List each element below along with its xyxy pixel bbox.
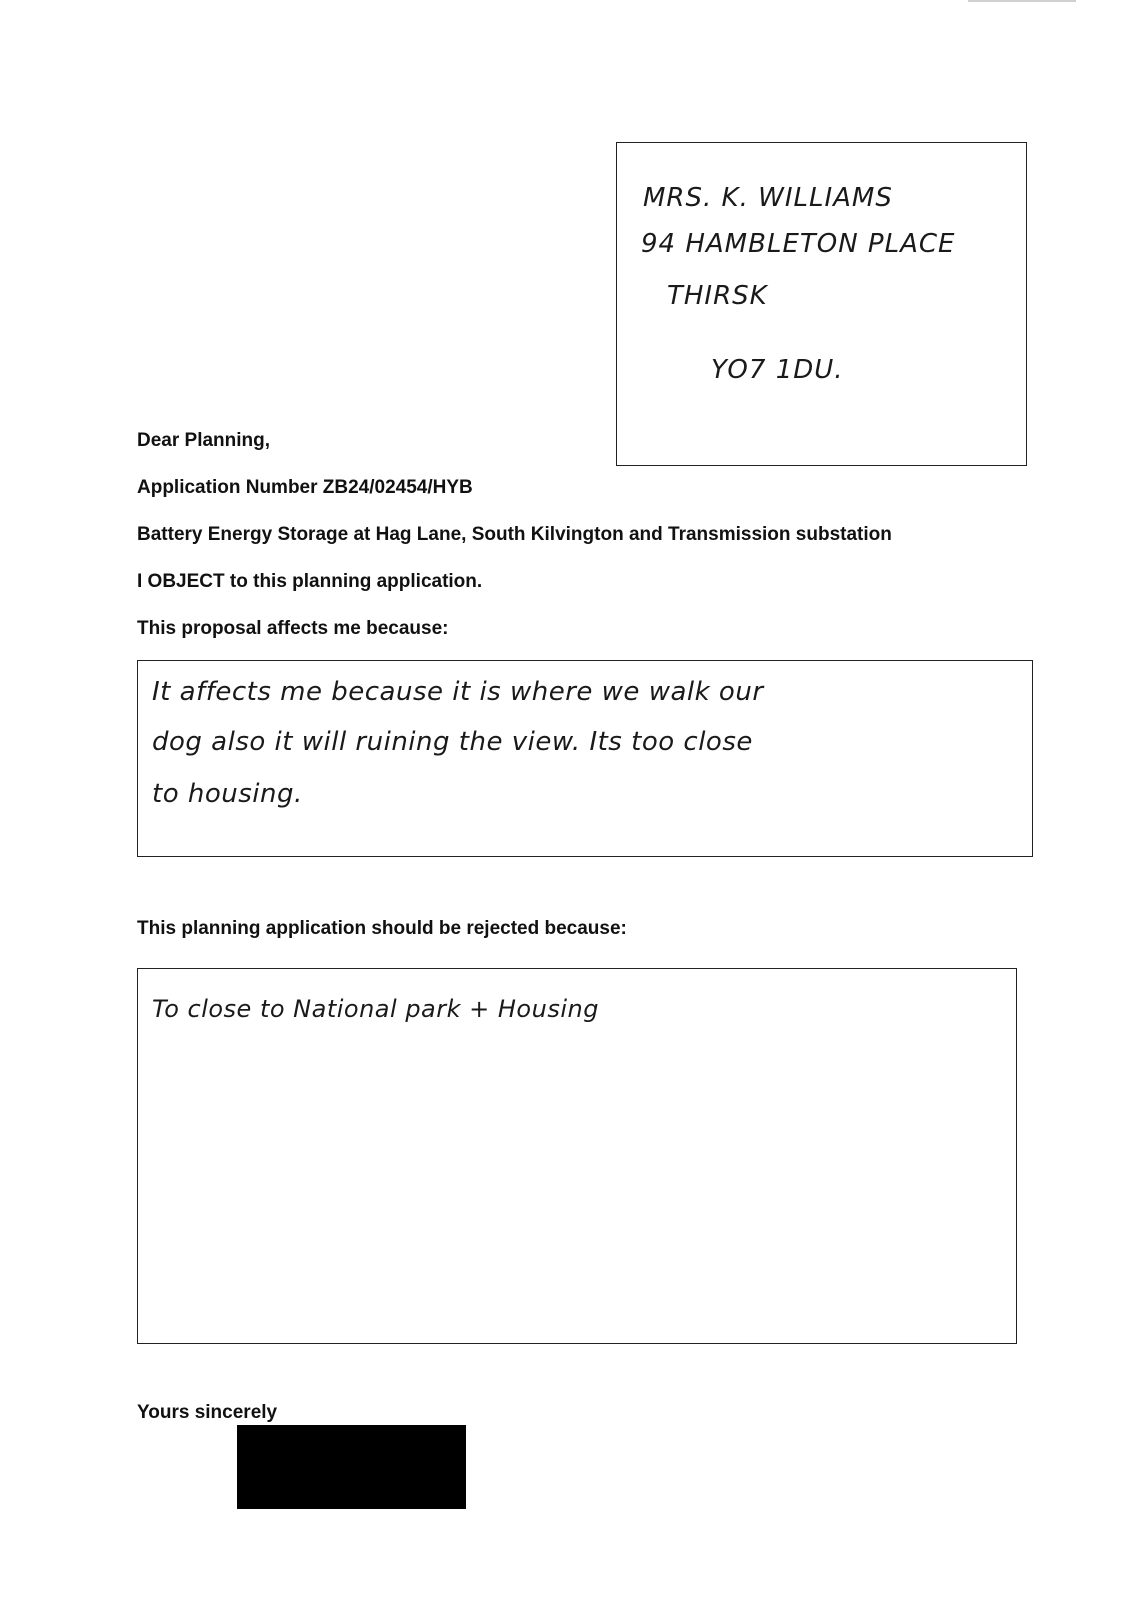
address-box xyxy=(616,142,1027,466)
rejected-heading: This planning application should be rejected because: xyxy=(137,918,627,939)
application-number: Application Number ZB24/02454/HYB xyxy=(137,477,473,498)
application-subject: Battery Energy Storage at Hag Lane, South Kilvington and Transmission substation xyxy=(137,524,892,545)
salutation: Dear Planning, xyxy=(137,430,271,451)
rejected-response-box xyxy=(137,968,1017,1344)
address-line-postcode: YO7 1DU. xyxy=(711,355,844,385)
objection-statement: I OBJECT to this planning application. xyxy=(137,571,483,592)
address-line-street: 94 HAMBLETON PLACE xyxy=(641,229,956,259)
affects-response-line: dog also it will ruining the view. Its too close xyxy=(152,727,753,757)
affects-response-line: to housing. xyxy=(152,779,303,809)
closing: Yours sincerely xyxy=(137,1402,278,1423)
page-edge-mark xyxy=(968,0,1076,2)
redacted-signature xyxy=(237,1425,466,1509)
address-line-name: MRS. K. WILLIAMS xyxy=(643,183,893,213)
address-line-town: THIRSK xyxy=(667,281,768,311)
affects-response-line: It affects me because it is where we walk our xyxy=(152,677,764,707)
affects-response-box xyxy=(137,660,1033,857)
affects-heading: This proposal affects me because: xyxy=(137,618,449,639)
rejected-response-line: To close to National park + Housing xyxy=(152,995,599,1023)
